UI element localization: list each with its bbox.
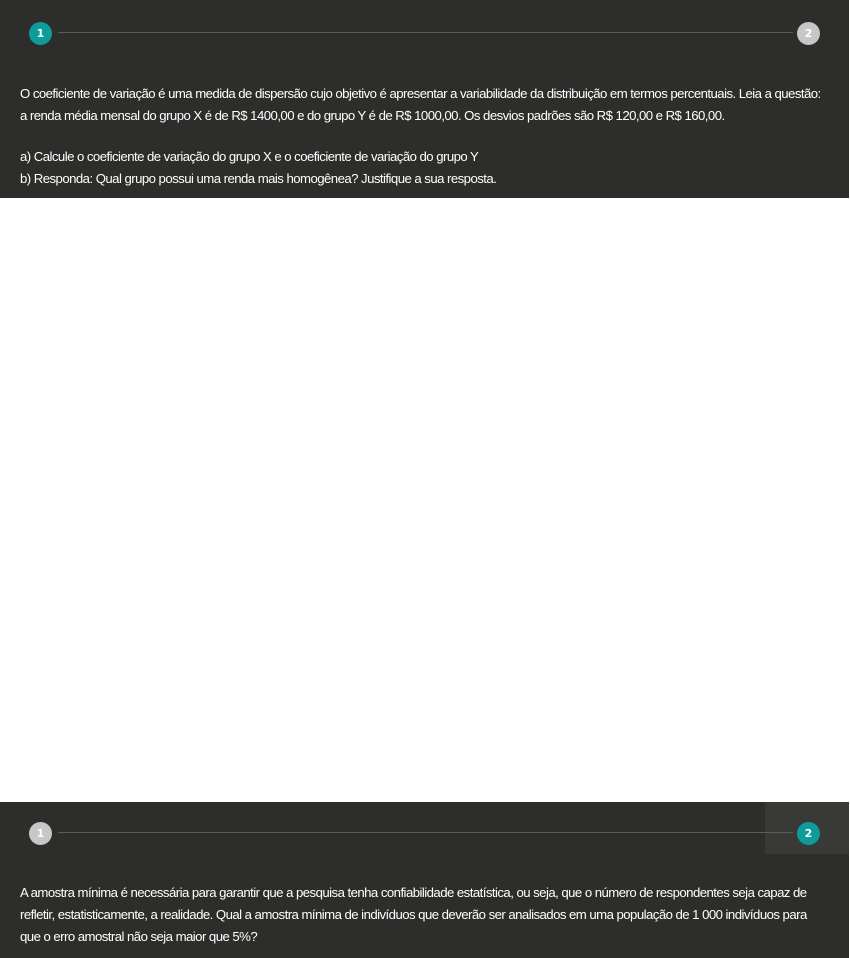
step-2-button[interactable]: 2 <box>797 22 820 45</box>
question-item-a: a) Calcule o coeficiente de variação do grupo X e o coeficiente de variação do grupo Y <box>20 149 479 164</box>
question-text <box>20 83 830 190</box>
stepper-line <box>58 32 793 33</box>
question-statement: O coeficiente de variação é uma medida de dispersão cujo objetivo é apresentar a variabilidade da distribuição em termos percentuais. Leia a questão: a renda média mensal do grupo X é de R$ 1400,00 e do grupo Y é de R$ 1000,00. Os desvios padrões são R$ 120,00 e R$ 160,00. <box>20 86 821 123</box>
question-panel-2 <box>0 802 849 958</box>
question-panel-1 <box>0 0 849 198</box>
step-1-button[interactable]: 1 <box>29 22 52 45</box>
step-1-button[interactable]: 1 <box>29 822 52 845</box>
step-2-button[interactable]: 2 <box>797 822 820 845</box>
question-statement: A amostra mínima é necessária para garantir que a pesquisa tenha confiabilidade estatística, ou seja, que o número de respondentes seja capaz de refletir, estatisticamente, a realidade. Qual a amostra mínima de indivíduos que deverão ser analisados em uma população de 1 000 indivíduos para que o erro amostral não seja maior que 5%? <box>20 885 807 944</box>
question-text <box>20 882 830 948</box>
stepper <box>0 0 849 66</box>
stepper-line <box>58 832 793 833</box>
question-item-b: b) Responda: Qual grupo possui uma renda mais homogênea? Justifique a sua resposta. <box>20 171 497 186</box>
stepper <box>0 802 849 868</box>
